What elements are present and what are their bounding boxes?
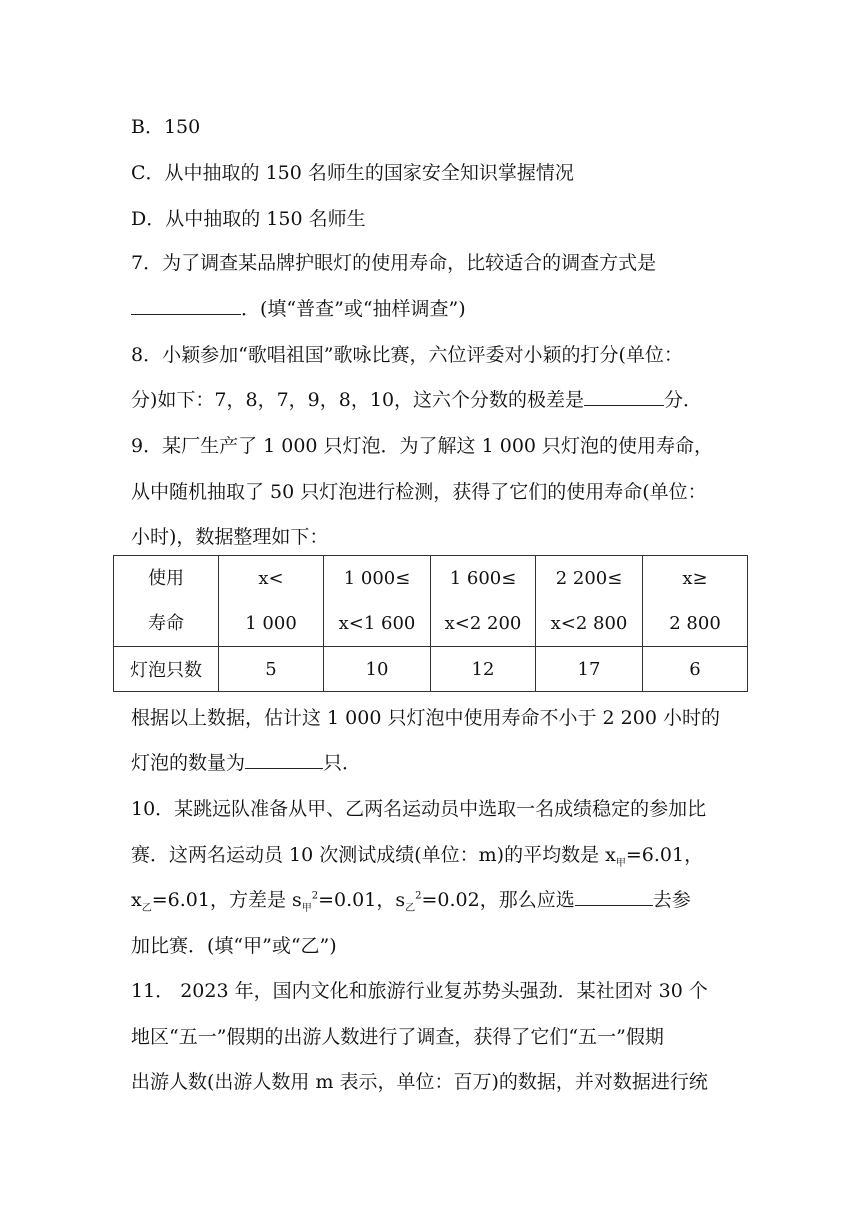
question-8-line-2: 分)如下：7，8，7，9，8，10，这六个分数的极差是 分．: [131, 389, 703, 411]
option-c: C．从中抽取的 150 名师生的国家安全知识掌握情况: [131, 162, 574, 184]
question-7-line-1: 7．为了调查某品牌护眼灯的使用寿命，比较适合的调查方式是: [131, 252, 657, 274]
question-9-line-1: 9．某厂生产了 1 000 只灯泡．为了解这 1 000 只灯泡的使用寿命，: [131, 435, 714, 457]
table-cell: 12: [431, 647, 536, 692]
question-10-line-2: 赛．这两名运动员 10 次测试成绩(单位：m)的平均数是 $x_甲=6.01$，: [131, 844, 704, 869]
lifespan-table: [113, 555, 748, 692]
answer-blank: [245, 750, 323, 769]
table-header-cell: x< 1 000: [219, 556, 324, 647]
question-11-line-3: 出游人数(出游人数用 m 表示，单位：百万)的数据，并对数据进行统: [131, 1071, 708, 1093]
question-9-line-5: 灯泡的数量为 只．: [131, 752, 362, 774]
question-10-line-3: $x_乙=6.01$，方差是 $s_甲^2=0.01$，$s_乙^2=0.02$，那么应选 去参: [131, 889, 691, 914]
question-10-line-1: 10．某跳远队准备从甲、乙两名运动员中选取一名成绩稳定的参加比: [131, 798, 707, 820]
option-d: D．从中抽取的 150 名师生: [131, 208, 366, 230]
table-header-cell: 1 600≤ x<2 200: [431, 556, 536, 647]
table-cell: 10: [324, 647, 431, 692]
table-header-cell: x≥ 2 800: [643, 556, 748, 647]
question-7-line-2: ．(填“普查”或“抽样调查”): [131, 296, 741, 322]
table-row-label: 灯泡只数: [114, 647, 219, 692]
table-cell: 6: [643, 647, 748, 692]
question-9-line-3: 小时)，数据整理如下：: [131, 526, 329, 548]
answer-blank: [584, 387, 664, 406]
table-header-cell: 使用 寿命: [114, 556, 219, 647]
table-header-cell: 2 200≤ x<2 800: [536, 556, 643, 647]
option-b: B．150: [131, 116, 201, 138]
table-row: [114, 647, 748, 692]
table-header-row: [114, 556, 748, 647]
table-cell: 5: [219, 647, 324, 692]
answer-blank: [131, 296, 241, 315]
answer-blank: [575, 887, 653, 906]
question-10-line-4: 加比赛．(填“甲”或“乙”): [131, 935, 337, 957]
question-11-line-2: 地区“五一”假期的出游人数进行了调查，获得了它们“五一”假期: [131, 1026, 664, 1048]
question-8-line-1: 8．小颖参加“歌唱祖国”歌咏比赛，六位评委对小颖的打分(单位：: [131, 344, 683, 366]
table-header-cell: 1 000≤ x<1 600: [324, 556, 431, 647]
question-9-line-4: 根据以上数据，估计这 1 000 只灯泡中使用寿命不小于 2 200 小时的: [131, 707, 720, 729]
question-11-line-1: 11． 2023 年，国内文化和旅游行业复苏势头强劲．某社团对 30 个: [131, 980, 708, 1002]
question-9-line-2: 从中随机抽取了 50 只灯泡进行检测，获得了它们的使用寿命(单位：: [131, 481, 707, 503]
table-cell: 17: [536, 647, 643, 692]
